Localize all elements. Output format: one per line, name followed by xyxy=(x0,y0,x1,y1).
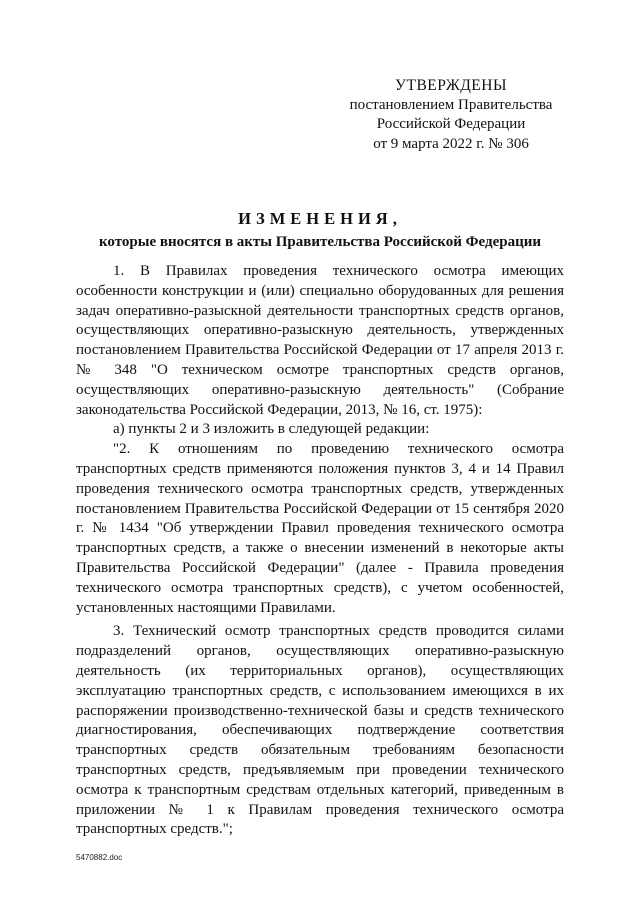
document-body xyxy=(76,262,564,840)
paragraph-subitem-a: а) пункты 2 и 3 изложить в следующей редакции: xyxy=(113,421,430,438)
approval-block xyxy=(330,76,572,154)
document-title: ИЗМЕНЕНИЯ, xyxy=(238,209,402,228)
approval-line-date-number: от 9 марта 2022 г. № 306 xyxy=(373,135,529,152)
file-name-footer: 5470882.doc xyxy=(76,853,123,862)
approval-line-decree: постановлением Правительства xyxy=(349,96,553,113)
paragraph-point-3: 3. Технический осмотр транспортных средств проводится силами подразделений органов, осуществляющих оперативно-разыскную деятельность (их территориальных органов), осуществляющих эксплуатацию транспортных средств, с использованием имеющихся в их распоряжении производственно-технической базы и средств технического диагностирования, обеспечивающих подтверждение соответствия транспортных средств обязательным требованиям безопасности транспортных средств, предъявляемым при проведении технического осмотра к транспортным средствам отдельных категорий, приведенным в приложении № 1 к Правилам проведения технического осмотра транспортных средств."; xyxy=(76,623,564,838)
approval-title: УТВЕРЖДЕНЫ xyxy=(395,77,507,94)
paragraph-point-2: "2. К отношениям по проведению технического осмотра транспортных средств применяются положения пунктов 3, 4 и 14 Правил проведения технического осмотра транспортных средств, утвержденных постановлением Правительства Российской Федерации от 15 сентября 2020 г. № 1434 "Об утверждении Правил проведения технического осмотра транспортных средств, а также о внесении изменений в некоторые акты Правительства Российской Федерации" (далее - Правила проведения технического осмотра транспортных средств), с учетом особенностей, установленных настоящими Правилами. xyxy=(76,441,564,616)
approval-line-federation: Российской Федерации xyxy=(376,116,526,132)
document-subtitle: которые вносятся в акты Правительства Российской Федерации xyxy=(98,234,542,250)
paragraph-item-1: 1. В Правилах проведения технического осмотра имеющих особенности конструкции и (или) специально оборудованных для решения задач оперативно-разыскной деятельности транспортных средств органов, осуществляющих оперативно-разыскную деятельность, утвержденных постановлением Правительства Российской Федерации от 17 апреля 2013 г. № 348 "О техническом осмотре транспортных средств органов, осуществляющих оперативно-разыскную деятельность" (Собрание законодательства Российской Федерации, 2013, № 16, ст. 1975): xyxy=(76,263,564,418)
